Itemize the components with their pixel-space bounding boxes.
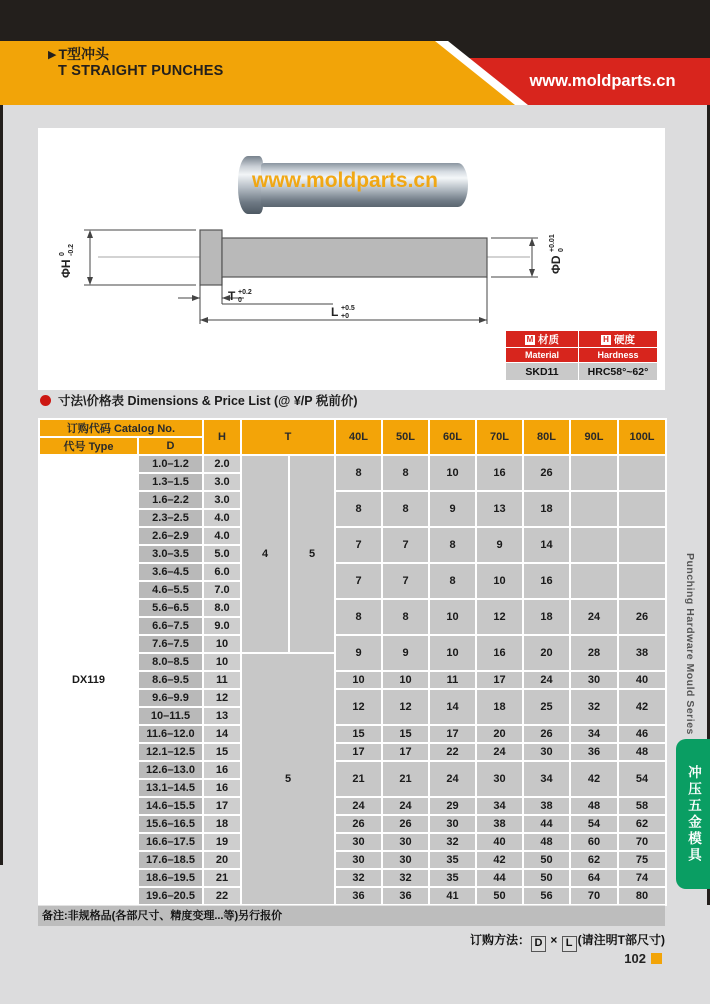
sidebar-series-tab	[676, 739, 710, 889]
d-cell: 1.0–1.2	[138, 455, 203, 473]
svg-text:L: L	[331, 305, 339, 319]
h-cell: 17	[203, 797, 241, 815]
price-cell-100L: 26	[618, 599, 666, 635]
watermark-text: www.moldparts.cn	[252, 169, 438, 192]
h-cell: 22	[203, 887, 241, 905]
price-cell-80L: 30	[523, 743, 570, 761]
h-cell: 2.0	[203, 455, 241, 473]
price-table	[38, 418, 667, 906]
material-value: SKD11	[506, 363, 579, 381]
d-cell: 5.6–6.5	[138, 599, 203, 617]
d-cell: 15.6–16.5	[138, 815, 203, 833]
left-edge-strip	[0, 105, 3, 865]
price-cell-40L: 30	[335, 851, 382, 869]
price-cell-40L: 10	[335, 671, 382, 689]
price-cell-70L: 13	[476, 491, 523, 527]
price-cell-50L: 15	[382, 725, 429, 743]
price-cell-40L: 26	[335, 815, 382, 833]
price-cell-100L: 42	[618, 689, 666, 725]
price-cell-100L: 48	[618, 743, 666, 761]
price-cell-80L: 20	[523, 635, 570, 671]
price-cell-100L: 80	[618, 887, 666, 905]
price-cell-60L: 35	[429, 851, 476, 869]
price-cell-70L: 30	[476, 761, 523, 797]
hardness-value: HRC58°~62°	[579, 363, 658, 381]
price-cell-40L: 12	[335, 689, 382, 725]
price-cell-90L: 62	[570, 851, 618, 869]
d-cell: 3.6–4.5	[138, 563, 203, 581]
price-cell-60L: 9	[429, 491, 476, 527]
page-number-square-icon	[651, 953, 662, 964]
price-cell-60L: 11	[429, 671, 476, 689]
price-cell-80L: 56	[523, 887, 570, 905]
price-cell-40L: 8	[335, 455, 382, 491]
price-cell-90L: 48	[570, 797, 618, 815]
price-cell-50L: 30	[382, 851, 429, 869]
price-cell-50L: 8	[382, 455, 429, 491]
price-cell-60L: 10	[429, 455, 476, 491]
price-cell-100L: 70	[618, 833, 666, 851]
dim-l-label	[331, 305, 355, 320]
d-cell: 3.0–3.5	[138, 545, 203, 563]
price-cell-90L: 32	[570, 689, 618, 725]
h-cell: 9.0	[203, 617, 241, 635]
d-cell: 11.6–12.0	[138, 725, 203, 743]
d-cell: 7.6–7.5	[138, 635, 203, 653]
price-cell-100L	[618, 563, 666, 599]
price-cell-50L: 9	[382, 635, 429, 671]
col-header-80L: 80L	[523, 419, 570, 455]
red-dot-icon	[40, 395, 51, 406]
price-cell-50L: 8	[382, 491, 429, 527]
d-cell: 4.6–5.5	[138, 581, 203, 599]
price-cell-80L: 25	[523, 689, 570, 725]
price-cell-100L: 40	[618, 671, 666, 689]
price-cell-90L: 34	[570, 725, 618, 743]
h-cell: 15	[203, 743, 241, 761]
price-cell-100L: 46	[618, 725, 666, 743]
col-header-90L: 90L	[570, 419, 618, 455]
col-header-70L: 70L	[476, 419, 523, 455]
price-cell-50L: 21	[382, 761, 429, 797]
price-cell-50L: 10	[382, 671, 429, 689]
svg-text:-0.2: -0.2	[68, 243, 75, 256]
h-cell: 5.0	[203, 545, 241, 563]
price-cell-80L: 26	[523, 455, 570, 491]
price-cell-80L: 34	[523, 761, 570, 797]
page-title-en: T STRAIGHT PUNCHES	[58, 62, 224, 79]
h-cell: 21	[203, 869, 241, 887]
d-cell: 17.6–18.5	[138, 851, 203, 869]
footer-note: 备注:非规格品(各部尺寸、精度变理...等)另行报价	[38, 905, 665, 926]
d-cell: 18.6–19.5	[138, 869, 203, 887]
hardness-header: H 硬度	[579, 331, 658, 348]
h-cell: 4.0	[203, 509, 241, 527]
price-cell-100L: 54	[618, 761, 666, 797]
price-cell-90L: 28	[570, 635, 618, 671]
price-cell-90L	[570, 455, 618, 491]
order-method-suffix: (请注明T部尺寸)	[577, 933, 665, 947]
h-cell: 10	[203, 653, 241, 671]
price-cell-100L: 38	[618, 635, 666, 671]
price-cell-80L: 48	[523, 833, 570, 851]
price-cell-40L: 8	[335, 599, 382, 635]
h-cell: 8.0	[203, 599, 241, 617]
price-cell-40L: 36	[335, 887, 382, 905]
d-cell: 19.6–20.5	[138, 887, 203, 905]
price-cell-80L: 18	[523, 491, 570, 527]
price-cell-50L: 36	[382, 887, 429, 905]
price-cell-90L: 70	[570, 887, 618, 905]
order-d-box: D	[531, 936, 546, 952]
h-cell: 3.0	[203, 491, 241, 509]
price-cell-70L: 24	[476, 743, 523, 761]
price-cell-50L: 7	[382, 563, 429, 599]
price-cell-80L: 26	[523, 725, 570, 743]
d-cell: 14.6–15.5	[138, 797, 203, 815]
d-cell: 2.6–2.9	[138, 527, 203, 545]
price-cell-40L: 7	[335, 563, 382, 599]
price-cell-60L: 22	[429, 743, 476, 761]
price-cell-80L: 18	[523, 599, 570, 635]
price-cell-90L: 54	[570, 815, 618, 833]
page-number: 102	[596, 951, 662, 966]
h-cell: 12	[203, 689, 241, 707]
price-cell-70L: 50	[476, 887, 523, 905]
hardness-badge: H	[601, 335, 611, 345]
punch-product-photo	[238, 156, 470, 214]
d-cell: 8.0–8.5	[138, 653, 203, 671]
price-cell-70L: 17	[476, 671, 523, 689]
price-cell-80L: 14	[523, 527, 570, 563]
price-cell-60L: 8	[429, 527, 476, 563]
price-cell-60L: 24	[429, 761, 476, 797]
price-cell-40L: 21	[335, 761, 382, 797]
price-cell-40L: 9	[335, 635, 382, 671]
col-header-50L: 50L	[382, 419, 429, 455]
h-cell: 3.0	[203, 473, 241, 491]
price-cell-50L: 30	[382, 833, 429, 851]
h-cell: 7.0	[203, 581, 241, 599]
material-header: M 材质	[506, 331, 579, 348]
price-cell-40L: 7	[335, 527, 382, 563]
t-cell-upper-left: 4	[241, 455, 289, 653]
price-cell-90L: 24	[570, 599, 618, 635]
website-link[interactable]: www.moldparts.cn	[529, 72, 676, 90]
price-cell-40L: 8	[335, 491, 382, 527]
dim-t-label	[228, 289, 252, 304]
price-cell-60L: 29	[429, 797, 476, 815]
price-cell-100L	[618, 455, 666, 491]
order-times: ×	[550, 933, 558, 947]
price-cell-70L: 18	[476, 689, 523, 725]
price-cell-40L: 15	[335, 725, 382, 743]
price-cell-50L: 12	[382, 689, 429, 725]
price-cell-70L: 40	[476, 833, 523, 851]
drawing-head	[200, 230, 222, 285]
svg-text:T: T	[228, 289, 236, 303]
order-l-box: L	[562, 936, 577, 952]
price-cell-50L: 7	[382, 527, 429, 563]
price-cell-90L: 36	[570, 743, 618, 761]
price-cell-70L: 44	[476, 869, 523, 887]
h-cell: 11	[203, 671, 241, 689]
order-method	[300, 931, 665, 952]
type-code-cell: DX119	[39, 455, 138, 905]
price-cell-90L	[570, 563, 618, 599]
d-cell: 8.6–9.5	[138, 671, 203, 689]
h-cell: 18	[203, 815, 241, 833]
t-cell-upper-right: 5	[289, 455, 335, 653]
price-cell-90L	[570, 491, 618, 527]
price-cell-50L: 32	[382, 869, 429, 887]
material-badge: M	[526, 334, 534, 344]
price-cell-70L: 10	[476, 563, 523, 599]
col-header-100L: 100L	[618, 419, 666, 455]
d-cell: 1.6–2.2	[138, 491, 203, 509]
price-cell-100L: 75	[618, 851, 666, 869]
price-cell-40L: 32	[335, 869, 382, 887]
triangle-bullet-icon: ▶	[48, 49, 57, 61]
price-cell-80L: 16	[523, 563, 570, 599]
price-cell-60L: 14	[429, 689, 476, 725]
price-cell-50L: 17	[382, 743, 429, 761]
price-cell-90L	[570, 527, 618, 563]
d-cell: 9.6–9.9	[138, 689, 203, 707]
price-cell-90L: 64	[570, 869, 618, 887]
price-cell-80L: 24	[523, 671, 570, 689]
price-cell-60L: 10	[429, 635, 476, 671]
h-cell: 19	[203, 833, 241, 851]
price-cell-60L: 10	[429, 599, 476, 635]
col-header-type: 代号 Type	[39, 437, 138, 455]
col-header-60L: 60L	[429, 419, 476, 455]
price-cell-60L: 30	[429, 815, 476, 833]
material-table	[505, 330, 658, 381]
price-cell-100L	[618, 527, 666, 563]
price-cell-90L: 42	[570, 761, 618, 797]
price-cell-50L: 24	[382, 797, 429, 815]
price-cell-70L: 42	[476, 851, 523, 869]
col-header-catalog: 订购代码 Catalog No.	[39, 419, 203, 437]
price-cell-40L: 17	[335, 743, 382, 761]
page-title	[48, 46, 224, 79]
price-cell-100L: 74	[618, 869, 666, 887]
d-cell: 16.6–17.5	[138, 833, 203, 851]
price-cell-100L: 62	[618, 815, 666, 833]
svg-text:ΦD: ΦD	[549, 255, 563, 274]
price-cell-60L: 35	[429, 869, 476, 887]
price-cell-50L: 8	[382, 599, 429, 635]
svg-text:+0.2: +0.2	[238, 289, 252, 296]
price-cell-40L: 30	[335, 833, 382, 851]
price-cell-70L: 34	[476, 797, 523, 815]
price-cell-60L: 32	[429, 833, 476, 851]
svg-text:0: 0	[59, 252, 66, 256]
price-cell-60L: 17	[429, 725, 476, 743]
table-row	[39, 455, 666, 473]
h-cell: 10	[203, 635, 241, 653]
h-cell: 16	[203, 761, 241, 779]
price-cell-80L: 50	[523, 869, 570, 887]
sidebar-series-en: Punching Hardware Mould Series	[684, 553, 696, 735]
h-cell: 6.0	[203, 563, 241, 581]
svg-text:+0.5: +0.5	[341, 305, 355, 312]
price-cell-100L: 58	[618, 797, 666, 815]
h-cell: 13	[203, 707, 241, 725]
price-cell-90L: 30	[570, 671, 618, 689]
price-cell-80L: 44	[523, 815, 570, 833]
price-cell-100L	[618, 491, 666, 527]
h-cell: 14	[203, 725, 241, 743]
svg-text:0: 0	[558, 248, 565, 252]
svg-text:+0.01: +0.01	[549, 234, 556, 252]
dim-h-label	[59, 244, 75, 278]
price-cell-70L: 9	[476, 527, 523, 563]
d-cell: 12.6–13.0	[138, 761, 203, 779]
order-method-label: 订购方法：	[469, 933, 530, 947]
hardness-header-en: Hardness	[579, 348, 658, 363]
d-cell: 12.1–12.5	[138, 743, 203, 761]
svg-text:ΦH: ΦH	[59, 259, 73, 278]
d-cell: 10–11.5	[138, 707, 203, 725]
col-header-d: D	[138, 437, 203, 455]
d-cell: 2.3–2.5	[138, 509, 203, 527]
h-cell: 4.0	[203, 527, 241, 545]
page-title-cn: ▶ T型冲头	[48, 46, 110, 62]
drawing-shank	[222, 238, 487, 277]
t-cell-lower: 5	[241, 653, 335, 905]
price-cell-50L: 26	[382, 815, 429, 833]
price-cell-70L: 16	[476, 635, 523, 671]
price-cell-80L: 50	[523, 851, 570, 869]
d-cell: 6.6–7.5	[138, 617, 203, 635]
price-cell-60L: 8	[429, 563, 476, 599]
price-cell-90L: 60	[570, 833, 618, 851]
d-cell: 1.3–1.5	[138, 473, 203, 491]
dim-d-label	[549, 234, 565, 274]
col-header-h: H	[203, 419, 241, 455]
price-cell-80L: 38	[523, 797, 570, 815]
h-cell: 20	[203, 851, 241, 869]
col-header-t: T	[241, 419, 335, 455]
price-cell-40L: 24	[335, 797, 382, 815]
price-cell-70L: 38	[476, 815, 523, 833]
sidebar-series-cn: 冲压五金模具	[686, 764, 701, 864]
svg-text:0: 0	[238, 297, 242, 304]
material-header-en: Material	[506, 348, 579, 363]
d-cell: 13.1–14.5	[138, 779, 203, 797]
price-cell-70L: 16	[476, 455, 523, 491]
col-header-40L: 40L	[335, 419, 382, 455]
section-title: 寸法\价格表 Dimensions & Price List (@ ¥/P 税前价)	[40, 391, 358, 409]
price-cell-70L: 12	[476, 599, 523, 635]
h-cell: 16	[203, 779, 241, 797]
svg-text:+0: +0	[341, 313, 349, 320]
price-cell-70L: 20	[476, 725, 523, 743]
price-cell-60L: 41	[429, 887, 476, 905]
